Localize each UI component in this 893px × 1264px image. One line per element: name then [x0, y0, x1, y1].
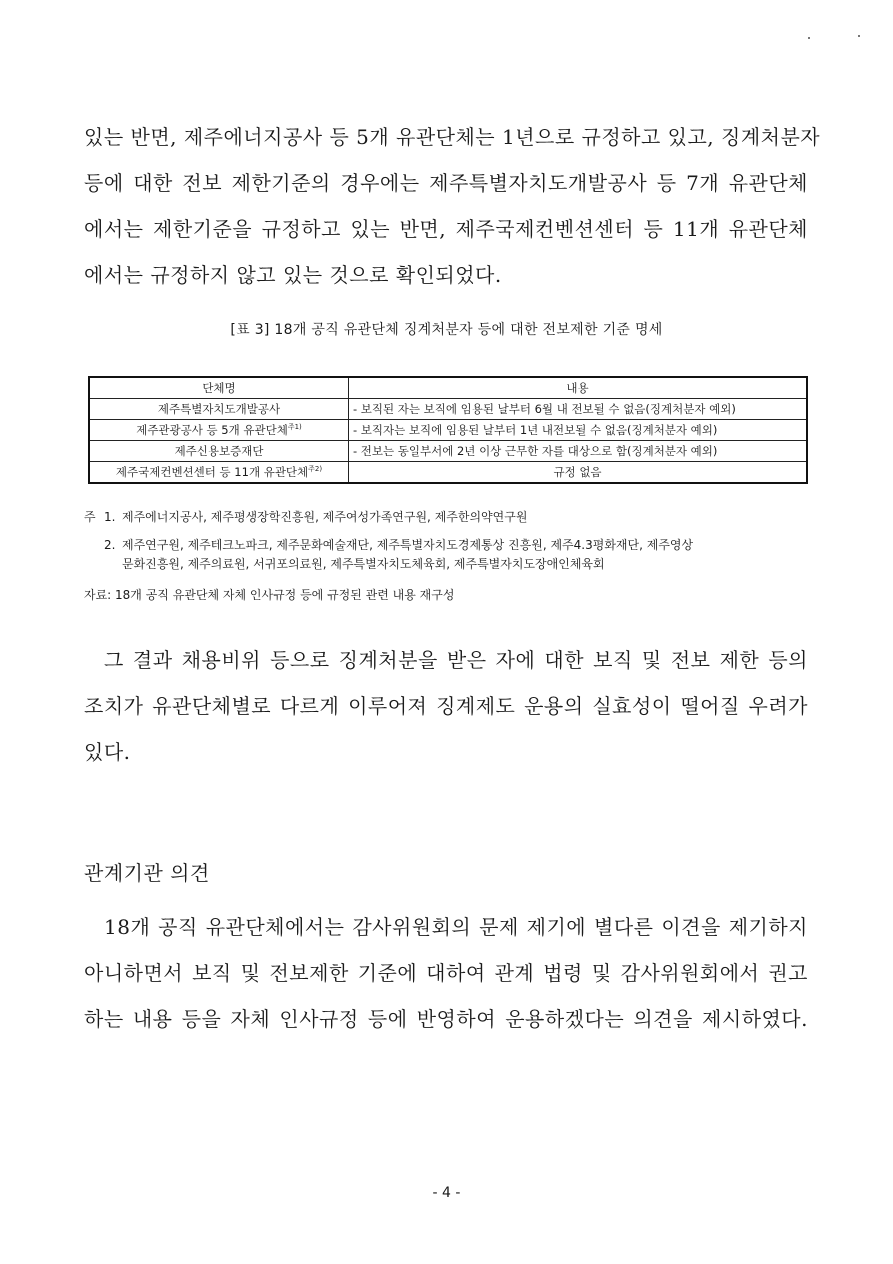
- org-cell: [89, 441, 349, 462]
- table-caption: [표 3] 18개 공직 유관단체 징계처분자 등에 대한 전보제한 기준 명세: [230, 322, 663, 338]
- paragraph-line: 에서는 규정하지 않고 있는 것으로 확인되었다.: [84, 263, 502, 287]
- content-cell: - 보직자는 보직에 임용된 날부터 1년 내전보될 수 없음(징계처분자 예외): [349, 420, 808, 441]
- org-name: 제주국제컨벤션센터 등 11개 유관단체: [115, 465, 309, 479]
- scan-speck: [808, 37, 810, 39]
- restriction-table: [88, 376, 808, 484]
- paragraph-2: [84, 637, 808, 775]
- note-item: [84, 508, 814, 527]
- table-row: [89, 462, 807, 484]
- paragraph-line: 등에 대한 전보 제한기준의 경우에는 제주특별자치도개발공사 등 7개 유관단체: [84, 171, 808, 195]
- footnote-marker: 주2): [308, 465, 323, 474]
- note-label: 주: [84, 510, 96, 524]
- source-note: 자료: 18개 공직 유관단체 자체 인사규정 등에 규정된 관련 내용 재구성: [84, 588, 455, 602]
- paragraph-3: [84, 904, 808, 1042]
- note-text-block: [122, 536, 693, 574]
- content-cell: 규정 없음: [349, 462, 808, 484]
- scan-speck: [858, 35, 860, 37]
- table-row: [89, 399, 807, 420]
- table-row: [89, 420, 807, 441]
- paragraph-line: 있다.: [84, 740, 131, 764]
- org-name: 제주관광공사 등 5개 유관단체: [136, 423, 288, 437]
- note-text: 제주연구원, 제주테크노파크, 제주문화예술재단, 제주특별자치도경제통상 진흥원, 제주4.3평화재단, 제주영상: [122, 538, 694, 552]
- header-content: 내용: [349, 377, 808, 399]
- content-cell: - 보직된 자는 보직에 임용된 날부터 6월 내 전보될 수 없음(징계처분자 예외): [349, 399, 808, 420]
- paragraph-line: 그 결과 채용비위 등으로 징계처분을 받은 자에 대한 보직 및 전보 제한 등의: [104, 648, 808, 672]
- note-item: [84, 536, 814, 574]
- note-number: 1.: [104, 510, 116, 524]
- note-indent: [84, 536, 104, 574]
- note-number: 2.: [104, 538, 116, 552]
- org-cell: [89, 420, 349, 441]
- table-header-row: [89, 377, 807, 399]
- header-org: 단체명: [89, 377, 349, 399]
- paragraph-line: 하는 내용 등을 자체 인사규정 등에 반영하여 운용하겠다는 의견을 제시하였다.: [84, 1007, 808, 1031]
- section-heading: 관계기관 의견: [84, 861, 210, 885]
- org-name: 제주신용보증재단: [174, 444, 264, 458]
- org-cell: [89, 399, 349, 420]
- table-row: [89, 441, 807, 462]
- paragraph-line: 에서는 제한기준을 규정하고 있는 반면, 제주국제컨벤션센터 등 11개 유관단체: [84, 217, 808, 241]
- paragraph-line: 아니하면서 보직 및 전보제한 기준에 대하여 관계 법령 및 감사위원회에서 권고: [84, 961, 808, 985]
- org-cell: [89, 462, 349, 484]
- paragraph-1: [84, 114, 821, 298]
- paragraph-line: 조치가 유관단체별로 다르게 이루어져 징계제도 운용의 실효성이 떨어질 우려가: [84, 694, 808, 718]
- table-notes: [84, 508, 814, 605]
- note-text: 제주에너지공사, 제주평생장학진흥원, 제주여성가족연구원, 제주한의약연구원: [122, 510, 528, 524]
- content-cell: - 전보는 동일부서에 2년 이상 근무한 자를 대상으로 함(징계처분자 예외): [349, 441, 808, 462]
- page-number: - 4 -: [432, 1185, 461, 1201]
- paragraph-line: 있는 반면, 제주에너지공사 등 5개 유관단체는 1년으로 규정하고 있고, 징계처분자: [84, 125, 821, 149]
- org-name: 제주특별자치도개발공사: [157, 402, 281, 416]
- paragraph-line: 18개 공직 유관단체에서는 감사위원회의 문제 제기에 별다른 이견을 제기하지: [104, 915, 808, 939]
- note-text: 문화진흥원, 제주의료원, 서귀포의료원, 제주특별자치도체육회, 제주특별자치도장애인체육회: [122, 557, 605, 571]
- footnote-marker: 주1): [287, 423, 302, 432]
